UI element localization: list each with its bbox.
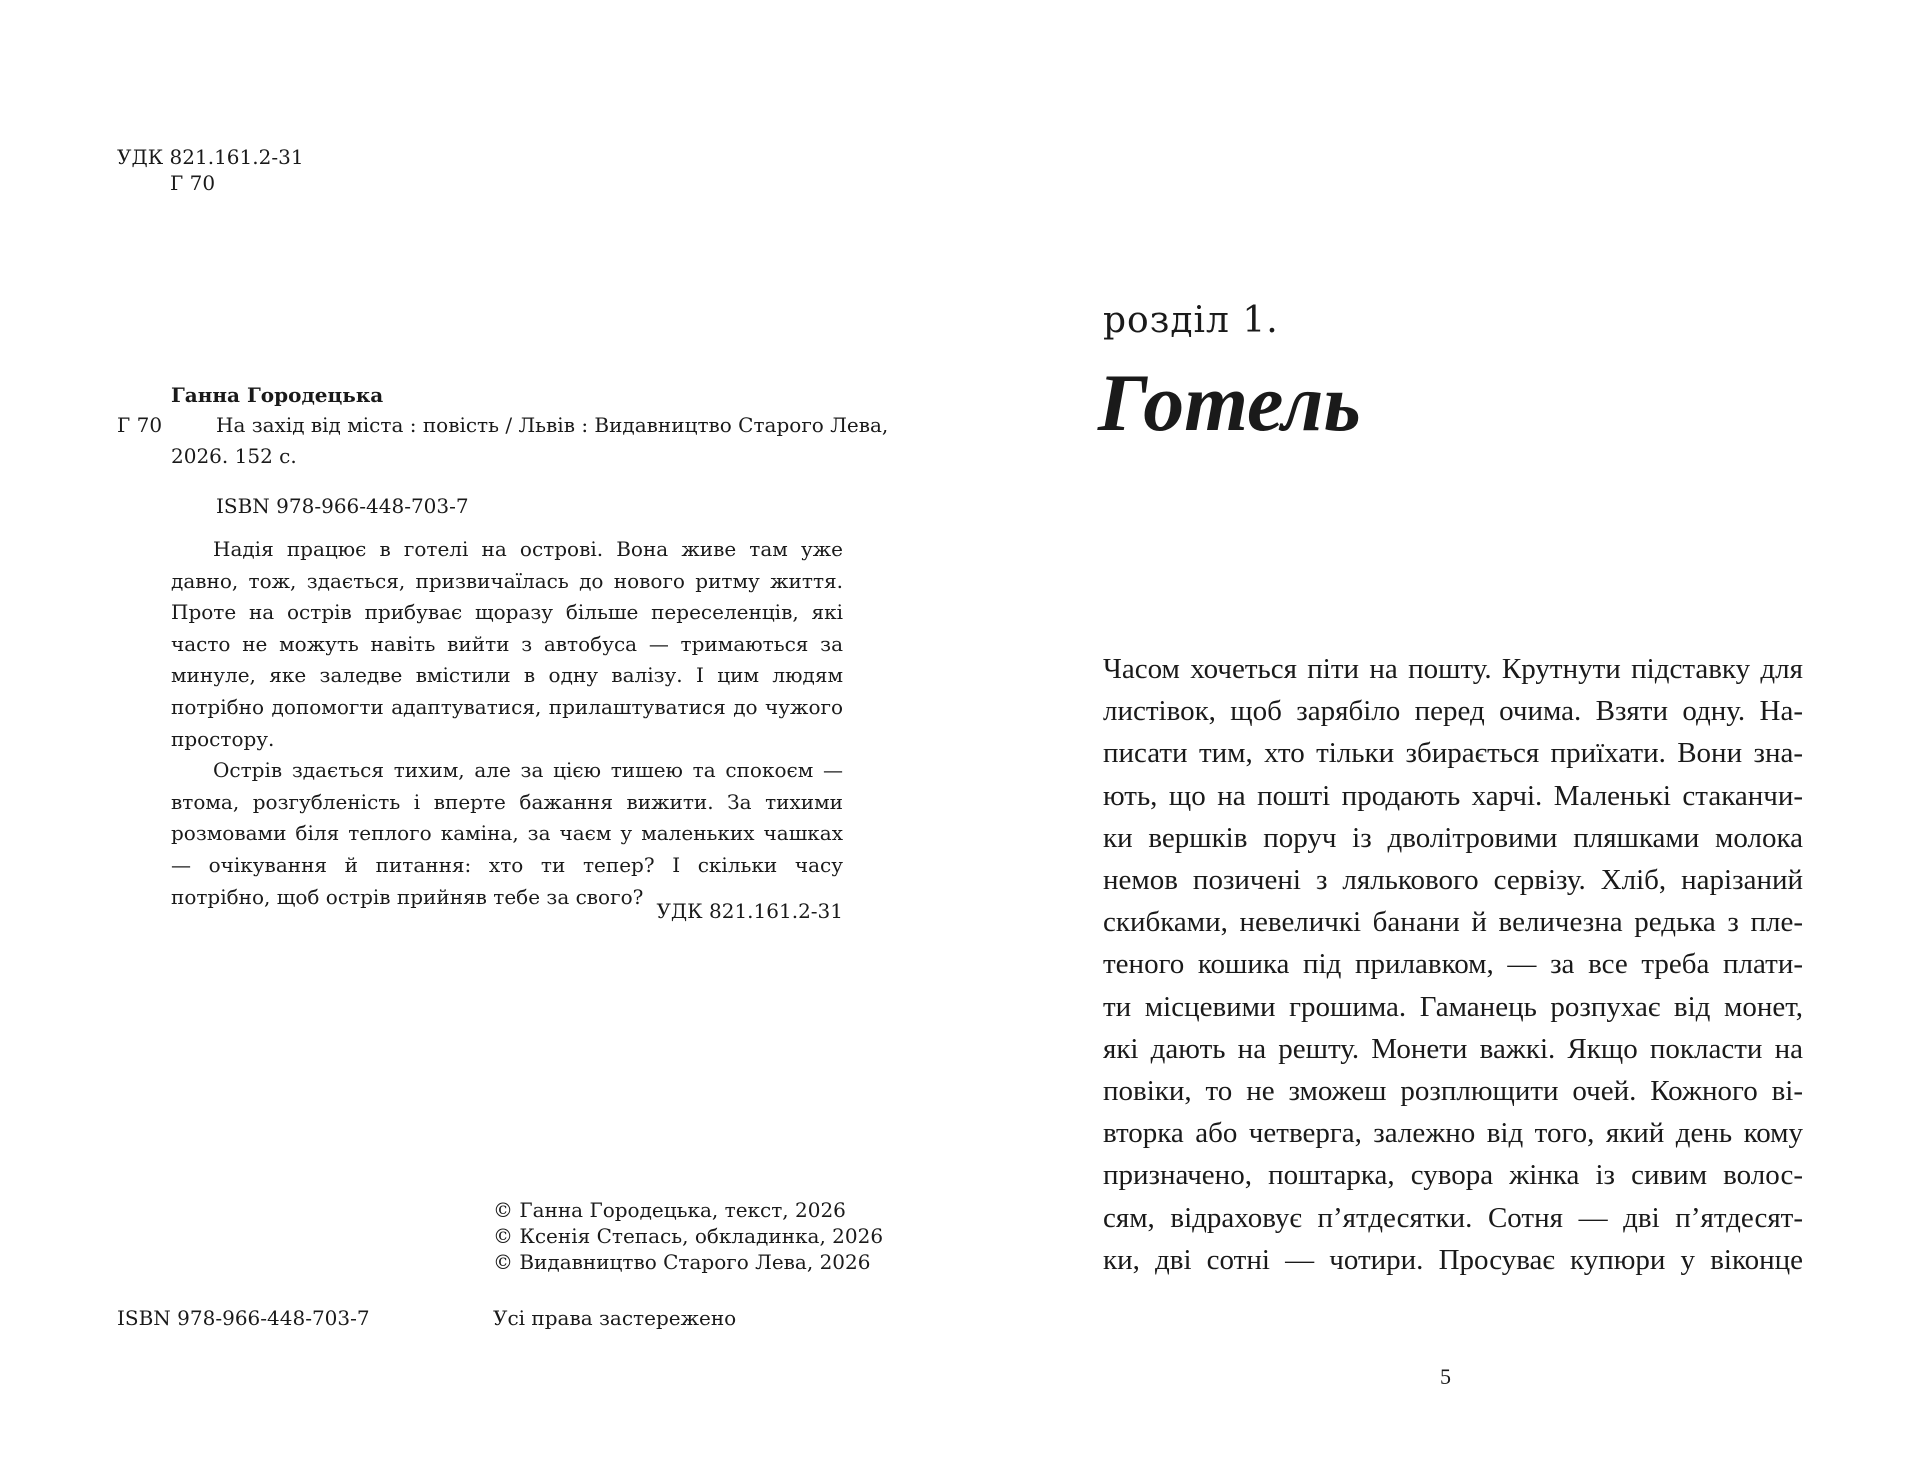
- body-line: ки, дві сотні — чотири. Просуває купюри у віконце: [1103, 1243, 1803, 1276]
- chapter-body: [1103, 648, 1803, 1281]
- annotation: [171, 534, 843, 913]
- body-line: немов позичені з лялькового сервізу. Хліб, нарізаний: [1103, 864, 1803, 897]
- body-line: ки вершків поруч із дволітровими пляшками молока: [1103, 821, 1803, 854]
- body-line: призначено, поштарка, сувора жінка із сивим волос-: [1103, 1159, 1803, 1192]
- catalog-author-mark: Г 70: [117, 413, 163, 437]
- body-line: повіки, то не зможеш розплющити очей. Кожного ві-: [1103, 1075, 1803, 1108]
- isbn-footer: ISBN 978-966-448-703-7: [117, 1306, 370, 1330]
- udk-header-author-mark: Г 70: [170, 171, 216, 195]
- catalog-title: На захід від міста : повість / Львів : Видавництво Старого Лева,: [216, 413, 889, 437]
- annotation-paragraph: Надія працює в готелі на острові. Вона живе там уже давно, тож, здається, призвичаїлась до нового ритму життя. Проте на острів прибуває щоразу більше переселенців, які часто не можуть навіть вийти з автобуса — тримаються за минуле, яке заледве вмістили в одну валізу. І цим людям потрібно допомогти адаптуватися, прилаштуватися до чужого простору.: [171, 537, 843, 751]
- udk-header-code: УДК 821.161.2-31: [117, 145, 304, 169]
- body-line: ють, що на пошті продають харчі. Маленькі стаканчи-: [1103, 779, 1803, 812]
- body-line: теного кошика під прилавком, — за все треба плати-: [1103, 948, 1803, 981]
- body-line: скибками, невеличкі банани й величезна редька з пле-: [1103, 906, 1803, 939]
- copyright-line: © Ксенія Степась, обкладинка, 2026: [493, 1224, 884, 1248]
- body-line: листівок, щоб зарябіло перед очима. Взяти одну. На-: [1103, 695, 1803, 728]
- body-line: вторка або четверга, залежно від того, який день кому: [1103, 1117, 1803, 1150]
- copyright-line: © Ганна Городецька, текст, 2026: [493, 1198, 846, 1222]
- udk-header: [117, 144, 304, 196]
- chapter-label: розділ 1.: [1103, 300, 1279, 341]
- catalog-isbn: ISBN 978-966-448-703-7: [216, 494, 469, 518]
- catalog-author: Ганна Городецька: [171, 383, 384, 407]
- body-line: Часом хочеться піти на пошту. Крутнути підставку для: [1103, 653, 1803, 685]
- copyright-line: © Видавництво Старого Лева, 2026: [493, 1250, 871, 1274]
- page-number: 5: [1440, 1364, 1451, 1389]
- body-line: писати тим, хто тільки збирається приїхати. Вони зна-: [1103, 737, 1803, 770]
- body-line: сям, відраховує п’ятдесятки. Сотня — дві п’ятдесят-: [1103, 1201, 1803, 1234]
- body-line: ти місцевими грошима. Гаманець розпухає від монет,: [1103, 990, 1803, 1023]
- rights-reserved: Усі права застережено: [493, 1306, 737, 1330]
- udk-footer: УДК 821.161.2-31: [656, 899, 843, 923]
- body-line: які дають на решту. Монети важкі. Якщо покласти на: [1103, 1032, 1803, 1065]
- chapter-title: Готель: [1098, 357, 1361, 448]
- annotation-paragraph: Острів здається тихим, але за цією тишею та спокоєм — втома, розгубленість і вперте бажання вижити. За тихими розмовами біля теплого каміна, за чаєм у маленьких чашках — очікування й питання: хто ти тепер? І скільки часу потрібно, щоб острів прийняв тебе за свого?: [171, 758, 843, 909]
- copyright-block: [493, 1197, 883, 1275]
- catalog-title-continued: 2026. 152 с.: [171, 444, 297, 468]
